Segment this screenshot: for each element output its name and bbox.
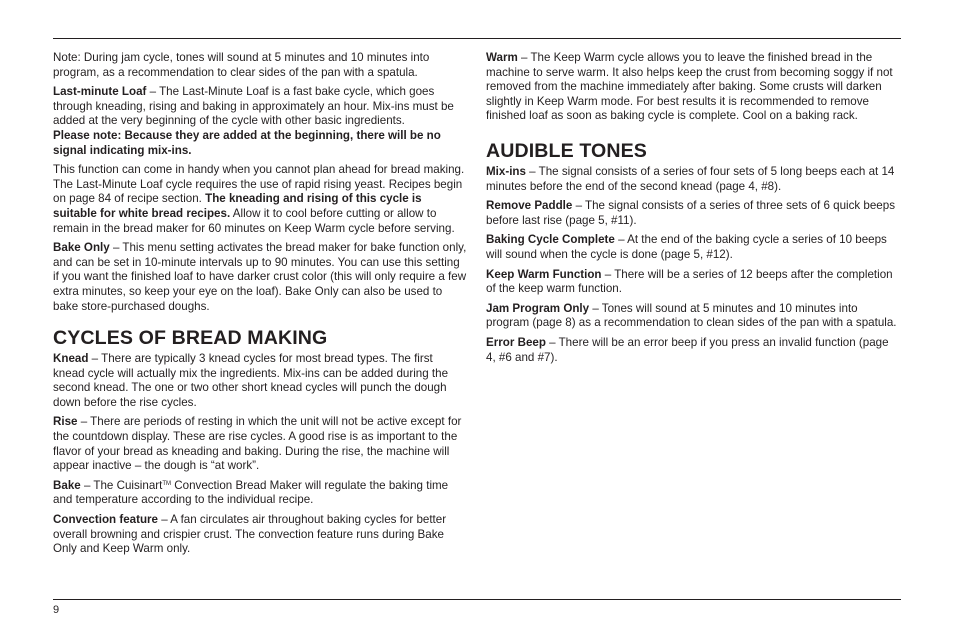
baking-complete-term: Baking Cycle Complete <box>486 233 615 247</box>
function-text-1: This function can come in handy when you cannot plan ahead for bread making. The Last-Minute Loaf cycle requires the use of rapid rising yeast. Recipes begin on page 84 of recipe section. <box>53 163 465 206</box>
bake-paragraph <box>53 479 467 508</box>
rise-text: – There are periods of resting in which the unit will not be active except for the countdown display. These are rise cycles. A good rise is as important to the flavor of your bread as kneading and baking. During the rise, the machine will appear inactive – the dough is “at work”. <box>53 415 462 473</box>
convection-term: Convection feature <box>53 513 159 527</box>
convection-text: – A fan circulates air throughout baking cycles for better overall browning and crispier crust. The convection feature runs during Bake Only and Keep Warm only. <box>53 513 447 556</box>
last-minute-loaf-text: – The Last-Minute Loaf is a fast bake cycle, which goes through kneading, rising and baking in approximately an hour. Mix-ins must be added at the very beginning of the cycle with other basic ingredients. <box>53 85 454 128</box>
top-rule <box>53 38 901 39</box>
knead-paragraph <box>53 352 467 410</box>
error-beep-paragraph <box>486 336 901 365</box>
bake-text-1: – The Cuisinart <box>80 478 163 492</box>
jam-cycle-note: Note: During jam cycle, tones will sound at 5 minutes and 10 minutes into program, as a recommendation to clear sides of the pan with a spatula. <box>53 51 430 79</box>
page-number: 9 <box>53 604 60 616</box>
bake-only-text: – This menu setting activates the bread maker for bake function only, and can be set in 10-minute intervals up to 90 minutes. You can use this setting if you want the finished loaf to have darker crust color (this will only require a few extra minutes, so keep your eye on the loaf). Bake Only can also be used to bake store-purchased doughs. <box>53 241 467 313</box>
last-minute-loaf-term: Last-minute Loaf <box>53 85 147 99</box>
keep-warm-function-text: – There will be a series of 12 beeps after the completion of the keep warm function. <box>486 267 893 296</box>
error-beep-text: – There will be an error beep if you press an invalid function (page 4, #6 and #7). <box>486 335 889 364</box>
knead-text: – There are typically 3 knead cycles for most bread types. The first knead cycle will actually mix the ingredients. Mix-ins can be added during the second knead. The one or two other short knead cycles will punch the dough down before the rise cycles. <box>53 352 449 409</box>
function-text-2: Allow it to cool before cutting or allow to remain in the bread maker for 60 minutes on Keep Warm cycle before serving. <box>53 206 455 235</box>
bottom-rule <box>53 599 901 600</box>
bake-term: Bake <box>53 478 81 492</box>
baking-complete-paragraph <box>486 233 901 262</box>
mix-ins-text: – The signal consists of a series of four sets of 5 long beeps each at 14 minutes before the end of the second knead (page 4, #8). <box>486 164 895 193</box>
warm-paragraph <box>486 51 901 124</box>
audible-tones-heading: AUDIBLE TONES <box>486 139 647 162</box>
jam-program-term: Jam Program Only <box>486 301 590 315</box>
remove-paddle-text: – The signal consists of a series of three sets of 6 quick beeps before last rise (page 5, #11). <box>486 199 895 227</box>
function-paragraph <box>53 163 467 236</box>
rise-term: Rise <box>53 415 78 429</box>
cycles-heading: CYCLES OF BREAD MAKING <box>53 327 328 350</box>
convection-paragraph <box>53 513 467 557</box>
jam-program-text: – Tones will sound at 5 minutes and 10 minutes into program (page 8) as a recommendation to clean sides of the pan with a spatula. <box>486 301 897 330</box>
mix-ins-note: Please note: Because they are added at the beginning, there will be no signal indicating mix-ins. <box>53 128 441 157</box>
remove-paddle-paragraph <box>486 199 901 228</box>
right-column <box>486 51 901 370</box>
mix-ins-paragraph <box>486 165 901 194</box>
bake-only-paragraph <box>53 241 467 314</box>
keep-warm-function-term: Keep Warm Function <box>486 267 602 281</box>
last-minute-loaf-paragraph <box>53 85 467 158</box>
jam-program-paragraph <box>486 302 901 331</box>
warm-text: – The Keep Warm cycle allows you to leave the finished bread in the machine to serve warm. It also helps keep the crust from becoming soggy if not removed from the machine immediately after baking. Some crusts will darken slightly in Keep Warm mode. For best results it is recommended to remove finished loaf as soon as baking cycle is complete. Cool on a baking rack. <box>486 51 893 123</box>
left-column <box>53 51 467 562</box>
baking-complete-text: – At the end of the baking cycle a series of 10 beeps will sound when the cycle is done (page 5, #12). <box>486 233 887 261</box>
bake-text-2: Convection Bread Maker will regulate the baking time and temperature according to the individual recipe. <box>53 478 449 507</box>
knead-term: Knead <box>53 352 89 366</box>
warm-term: Warm <box>486 51 518 64</box>
rise-paragraph <box>53 415 467 473</box>
keep-warm-function-paragraph <box>486 268 901 297</box>
function-bold-text: The kneading and rising of this cycle is suitable for white bread recipes. <box>53 192 422 220</box>
bake-only-term: Bake Only <box>53 241 110 255</box>
mix-ins-term: Mix-ins <box>486 164 526 178</box>
error-beep-term: Error Beep <box>486 335 546 349</box>
trademark-mark: TM <box>162 480 172 487</box>
remove-paddle-term: Remove Paddle <box>486 199 573 213</box>
